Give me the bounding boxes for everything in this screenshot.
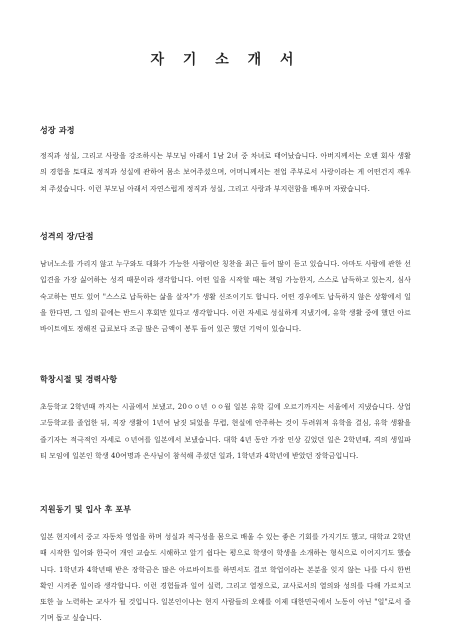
section-personality — [40, 232, 411, 337]
section-body-personality: 남녀노소를 가리지 않고 누구와도 대화가 가능한 사람이란 칭찬을 최근 들어 많이 듣고 있습니다. 아마도 사람에 관한 선입견을 가장 싫어하는 성격 때문이라 생각합니다. 어떤 일을 시작할 때는 책임 가능한지, 스스로 납득하고 있는지, 심사 숙고하는 면도 있어 "스스로 납득하는 삶을 살자"가 생활 신조이기도 합니다. 어떤 경우에도 납득하지 않은 상황에서 일을 한다면, 그 일의 끝에는 반드시 후회만 있다고 생각합니다. 이런 자세로 성실하게 지냈기에, 유학 생활 중에 했던 아르바이트에도 정해진 급료보다 조금 많은 금액이 봉투 들어 있곤 했던 기억이 있습니다. — [40, 260, 411, 334]
section-heading-motivation: 지원동기 및 입사 후 포부 — [40, 505, 132, 514]
section-motivation — [40, 505, 411, 627]
section-education-career — [40, 375, 411, 464]
section-heading-personality: 성격의 장/단점 — [40, 232, 94, 241]
document-title: 자 기 소 개 서 — [150, 52, 301, 68]
section-body-growth: 정직과 성실, 그리고 사랑을 강조하시는 부모님 아래서 1남 2녀 중 차녀로 태어났습니다. 아버지께서는 오랜 회사 생활의 경험을 토대로 정직과 성실에 관하여 몸소 보여주셨으며, 어머니께서는 전업 주부로서 사랑이라는 게 어떤건지 깨우쳐 주셨습니다. 이런 부모님 아래서 자연스럽게 정직과 성실, 그리고 사랑과 부지런함을 배우며 자랐습니다. — [40, 152, 411, 193]
section-body-motivation: 일본 현지에서 중고 자동차 영업을 하며 성실과 적극성을 몸으로 배울 수 있는 좋은 기회를 가지기도 했고, 대학교 2학년때 시작한 일어와 한국어 개인 교습도 시해하고 앞기 쉽다는 평으로 학생이 학생을 소개하는 형식으로 이어지기도 했습니다. 1학년과 4학년때 받은 장학금은 많은 아르바이트를 하면서도 결코 학업이라는 본분을 잊지 않는 나를 다시 한번 확인 시켜준 일이라 생각합니다. 이런 경험들과 일어 실력, 그리고 열정으로, 교사로서의 열의와 성의를 다해 가르치고 또한 늘 노력하는 교사가 될 것입니다. 일본인이나는 현지 사람들의 오해를 이제 대한민국에서 노동이 아닌 "일"로서 즐기며 돕고 싶습니다. — [40, 533, 411, 623]
section-heading-growth: 성장 과정 — [40, 126, 75, 135]
section-body-education-career: 초등학교 2학년때 까지는 시골에서 보냈고, 20ㅇㅇ년 ㅇㅇ월 일본 유학 길에 오르기까지는 서울에서 지냈습니다. 상업 고등학교를 졸업한 뒤, 직장 생활이 1년여 남짓 되었을 무렵, 현실에 안주하는 것이 두려워져 유학을 결심, 유학 생활을 즐기자는 적극적인 자세로 ㅇ년여를 일본에서 보냈습니다. 대학 4년 동안 가장 인상 깊었던 일은 2학년때, 격의 생일파티 모임에 일본인 학생 40여명과 은사님이 참석해 주셨던 일과, 1학년과 4학년에 받았던 장학금입니다. — [40, 403, 411, 460]
section-heading-education-career: 학창시절 및 경력사항 — [40, 375, 118, 384]
section-growth — [40, 126, 411, 197]
